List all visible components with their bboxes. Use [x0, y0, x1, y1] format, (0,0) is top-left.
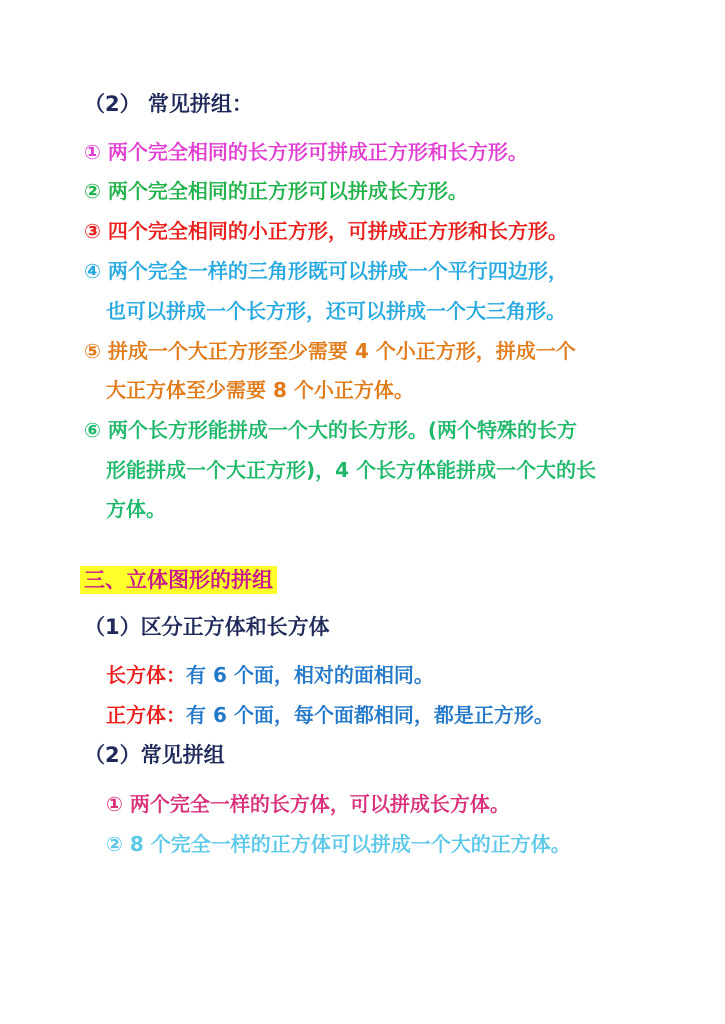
list-item-continuation: 方体。	[106, 497, 166, 521]
list-item: ① 两个完全相同的长方形可拼成正方形和长方形。	[84, 140, 528, 164]
list-item: ③ 四个完全相同的小正方形，可拼成正方形和长方形。	[84, 219, 568, 243]
list-item: ① 两个完全一样的长方体，可以拼成长方体。	[106, 792, 510, 816]
list-item-continuation: 也可以拼成一个长方形，还可以拼成一个大三角形。	[106, 299, 566, 323]
list-item: ② 8 个完全一样的正方体可以拼成一个大的正方体。	[106, 832, 571, 856]
sub1-heading: （1）区分正方体和长方体	[84, 615, 330, 639]
cube-row	[106, 701, 554, 729]
list-item: ⑥ 两个长方形能拼成一个大的长方形。(两个特殊的长方	[84, 418, 578, 442]
list-item: ② 两个完全相同的正方形可以拼成长方形。	[84, 179, 468, 203]
cuboid-row	[106, 661, 434, 689]
part2-heading: （2） 常见拼组：	[84, 92, 253, 116]
cuboid-text: 有 6 个面，相对的面相同。	[186, 663, 434, 687]
list-item-continuation: 大正方体至少需要 8 个小正方体。	[106, 378, 414, 402]
cube-text: 有 6 个面，每个面都相同，都是正方形。	[186, 703, 554, 727]
sub2-heading: （2）常见拼组	[84, 743, 225, 767]
cube-label: 正方体：	[106, 703, 186, 727]
list-item: ④ 两个完全一样的三角形既可以拼成一个平行四边形，	[84, 259, 568, 283]
list-item: ⑤ 拼成一个大正方形至少需要 4 个小正方形，拼成一个	[84, 339, 576, 363]
section-title: 三、立体图形的拼组	[80, 566, 277, 594]
list-item-continuation: 形能拼成一个大正方形)，4 个长方体能拼成一个大的长	[106, 458, 597, 482]
cuboid-label: 长方体：	[106, 663, 186, 687]
